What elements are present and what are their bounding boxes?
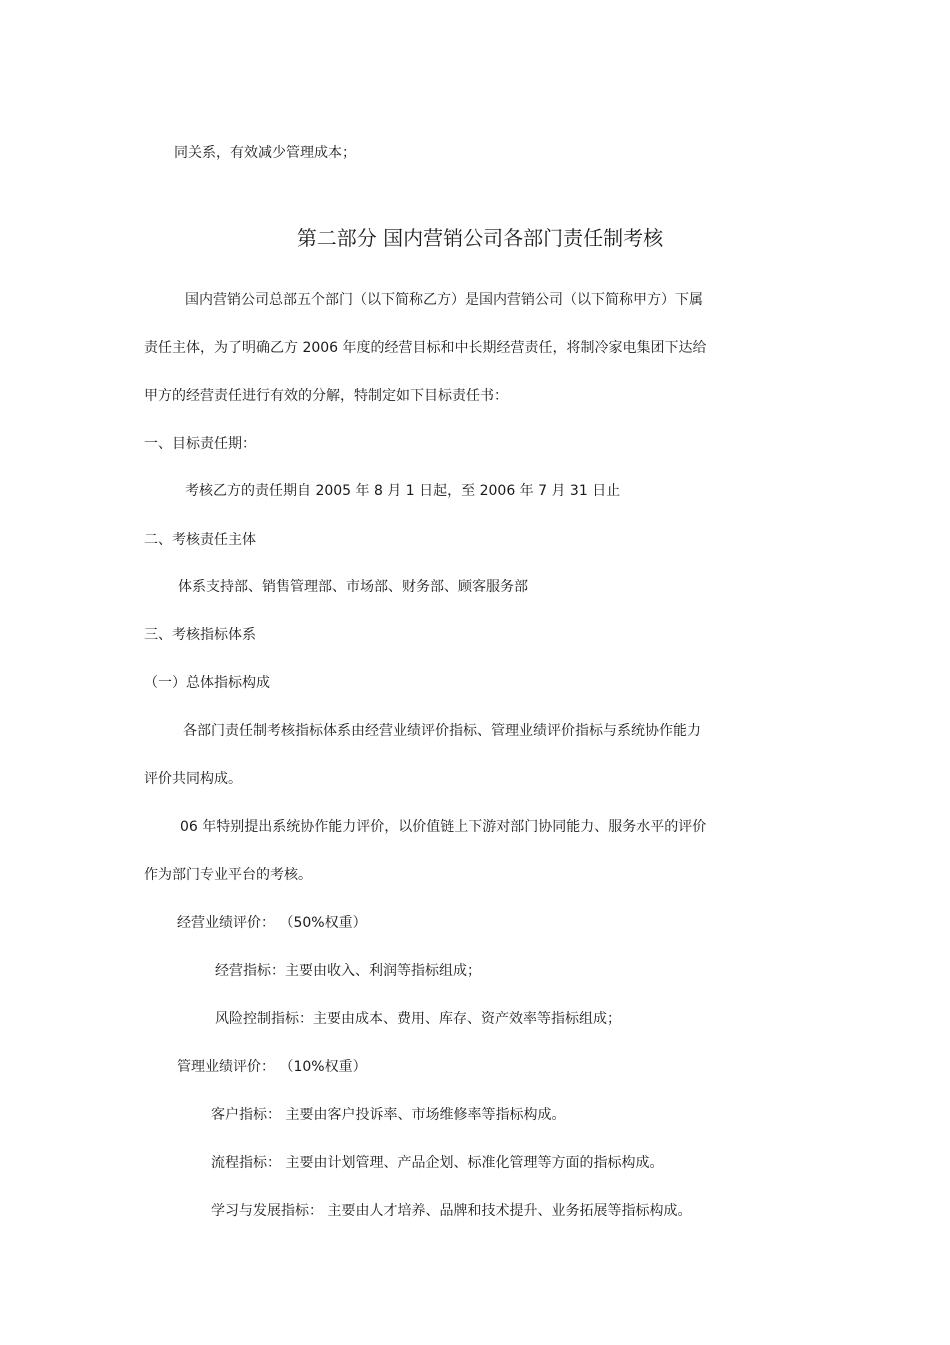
paragraph-line: 国内营销公司总部五个部门（以下简称乙方）是国内营销公司（以下简称甲方）下属 [185, 292, 703, 308]
item-business-indicators: 经营指标：主要由收入、利润等指标组成； [215, 963, 481, 979]
paragraph-line: 甲方的经营责任进行有效的分解，特制定如下目标责任书： [144, 388, 508, 404]
paragraph-line: 责任主体，为了明确乙方 2006 年度的经营目标和中长期经营责任，将制冷家电集团下达给 [144, 340, 707, 356]
subheading-overall-composition: （一）总体指标构成 [144, 675, 270, 691]
paragraph-line: 评价共同构成。 [144, 771, 242, 787]
heading-responsibility-period: 一、目标责任期： [144, 436, 256, 452]
heading-responsibility-subject: 二、考核责任主体 [144, 532, 256, 548]
paragraph-line: 各部门责任制考核指标体系由经营业绩评价指标、管理业绩评价指标与系统协作能力 [183, 723, 701, 739]
paragraph-line: 体系支持部、销售管理部、市场部、财务部、顾客服务部 [178, 579, 528, 595]
paragraph-line: 考核乙方的责任期自 2005 年 8 月 1 日起，至 2006 年 7 月 31 日止 [185, 483, 621, 499]
item-customer-indicators: 客户指标： 主要由客户投诉率、市场维修率等指标构成。 [211, 1107, 566, 1123]
heading-indicator-system: 三、考核指标体系 [144, 627, 256, 643]
section-title: 第二部分 国内营销公司各部门责任制考核 [296, 226, 664, 250]
item-management-performance: 管理业绩评价： （10%权重） [177, 1059, 367, 1075]
item-learning-development-indicators: 学习与发展指标： 主要由人才培养、品牌和技术提升、业务拓展等指标构成。 [211, 1203, 692, 1219]
item-process-indicators: 流程指标： 主要由计划管理、产品企划、标准化管理等方面的指标构成。 [211, 1155, 664, 1171]
text-line: 同关系，有效减少管理成本； [174, 145, 356, 161]
paragraph-line: 06 年特别提出系统协作能力评价，以价值链上下游对部门协同能力、服务水平的评价 [180, 819, 707, 835]
item-business-performance: 经营业绩评价： （50%权重） [177, 915, 367, 931]
paragraph-line: 作为部门专业平台的考核。 [144, 867, 312, 883]
item-risk-control-indicators: 风险控制指标：主要由成本、费用、库存、资产效率等指标组成； [215, 1011, 621, 1027]
